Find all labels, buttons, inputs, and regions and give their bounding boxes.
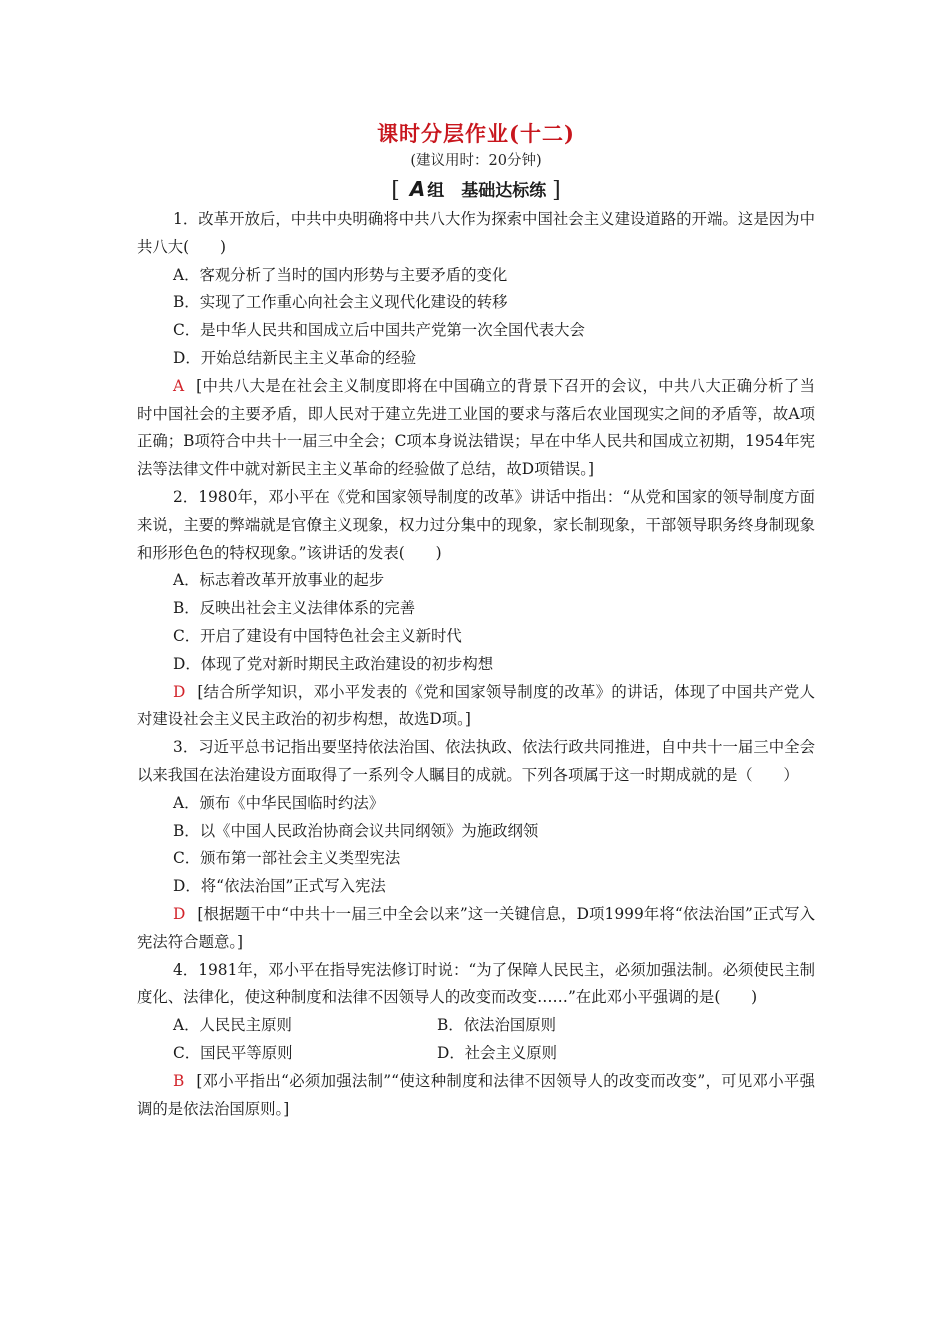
page-title: 课时分层作业(十二) — [377, 121, 575, 146]
question-1 — [137, 206, 815, 484]
option-a: A．人民民主原则 — [173, 1016, 292, 1035]
answer-key: D — [173, 682, 186, 701]
question-stem: 4．1981年，邓小平在指导宪法修订时说：“为了保障人民民主，必须加强法制。必须使民主制度化、法律化，使这种制度和法律不因领导人的改变而改变……”在此邓小平强调的是( ) — [137, 960, 815, 1007]
answer-key: A — [173, 376, 185, 395]
option-c: C．开启了建设有中国特色社会主义新时代 — [173, 626, 462, 645]
section-heading — [137, 172, 815, 206]
worksheet-page — [137, 118, 815, 1123]
answer-explanation — [137, 901, 815, 957]
option-d: D．社会主义原则 — [437, 1043, 558, 1062]
options-row-2 — [137, 1040, 815, 1068]
section-label: 组 基础达标练 — [427, 181, 547, 201]
options-row-1 — [137, 1012, 815, 1040]
option-b: B．实现了工作重心向社会主义现代化建设的转移 — [173, 293, 508, 312]
suggested-time: (建议用时：20分钟) — [410, 153, 542, 169]
question-3 — [137, 734, 815, 956]
option-d: D．体现了党对新时期民主政治建设的初步构想 — [173, 654, 494, 673]
question-stem: 3．习近平总书记指出要坚持依法治国、依法执政、依法行政共同推进，自中共十一届三中全会以来我国在法治建设方面取得了一系列令人瞩目的成就。下列各项属于这一时期成就的是（ ） — [137, 738, 815, 784]
question-stem: 1．改革开放后，中共中央明确将中共八大作为探索中国社会主义建设道路的开端。这是因为中共八大( ) — [137, 210, 815, 256]
answer-explanation — [137, 373, 815, 484]
explanation-text: [邓小平指出“必须加强法制”“使这种制度和法律不因领导人的改变而改变”，可见邓小平强调的是依法治国原则。] — [137, 1071, 815, 1118]
answer-explanation — [137, 679, 815, 735]
option-a: A．颁布《中华民国临时约法》 — [173, 793, 385, 812]
question-2 — [137, 484, 815, 734]
option-b: B．依法治国原则 — [437, 1016, 557, 1035]
answer-explanation — [137, 1068, 815, 1124]
option-c: C．是中华人民共和国成立后中国共产党第一次全国代表大会 — [173, 321, 585, 340]
section-bracket-left: [ — [391, 178, 400, 203]
question-stem: 2．1980年，邓小平在《党和国家领导制度的改革》讲话中指出：“从党和国家的领导制度方面来说，主要的弊端就是官僚主义现象，权力过分集中的现象，家长制现象，干部领导职务终身制现象和形形色色的特权现象。”该讲话的发表( ) — [137, 487, 815, 562]
option-d: D．将“依法治国”正式写入宪法 — [173, 877, 386, 896]
option-c: C．颁布第一部社会主义类型宪法 — [173, 849, 401, 868]
answer-key: D — [173, 904, 186, 923]
option-c: C．国民平等原则 — [173, 1043, 293, 1062]
explanation-text: [根据题干中“中共十一届三中全会以来”这一关键信息，D项1999年将“依法治国”正式写入宪法符合题意。] — [137, 904, 815, 951]
group-letter: A — [409, 177, 426, 201]
option-a: A．客观分析了当时的国内形势与主要矛盾的变化 — [173, 265, 508, 284]
explanation-text: [结合所学知识，邓小平发表的《党和国家领导制度的改革》的讲话，体现了中国共产党人对建设社会主义民主政治的初步构想，故选D项。] — [137, 682, 815, 729]
option-d: D．开始总结新民主主义革命的经验 — [173, 348, 417, 367]
option-b: B．反映出社会主义法律体系的完善 — [173, 599, 416, 618]
option-a: A．标志着改革开放事业的起步 — [173, 571, 385, 590]
section-bracket-right: ] — [552, 178, 561, 203]
answer-key: B — [173, 1071, 185, 1090]
explanation-text: [中共八大是在社会主义制度即将在中国确立的背景下召开的会议，中共八大正确分析了当时中国社会的主要矛盾，即人民对于建立先进工业国的要求与落后农业国现实之间的矛盾等，故A项正确；B项符合中共十一届三中全会；C项本身说法错误；早在中华人民共和国成立初期，1954年宪法等法律文件中就对新民主主义革命的经验做了总结，故D项错误。] — [137, 376, 815, 479]
question-4 — [137, 957, 815, 1124]
option-b: B．以《中国人民政治协商会议共同纲领》为施政纲领 — [173, 821, 539, 840]
